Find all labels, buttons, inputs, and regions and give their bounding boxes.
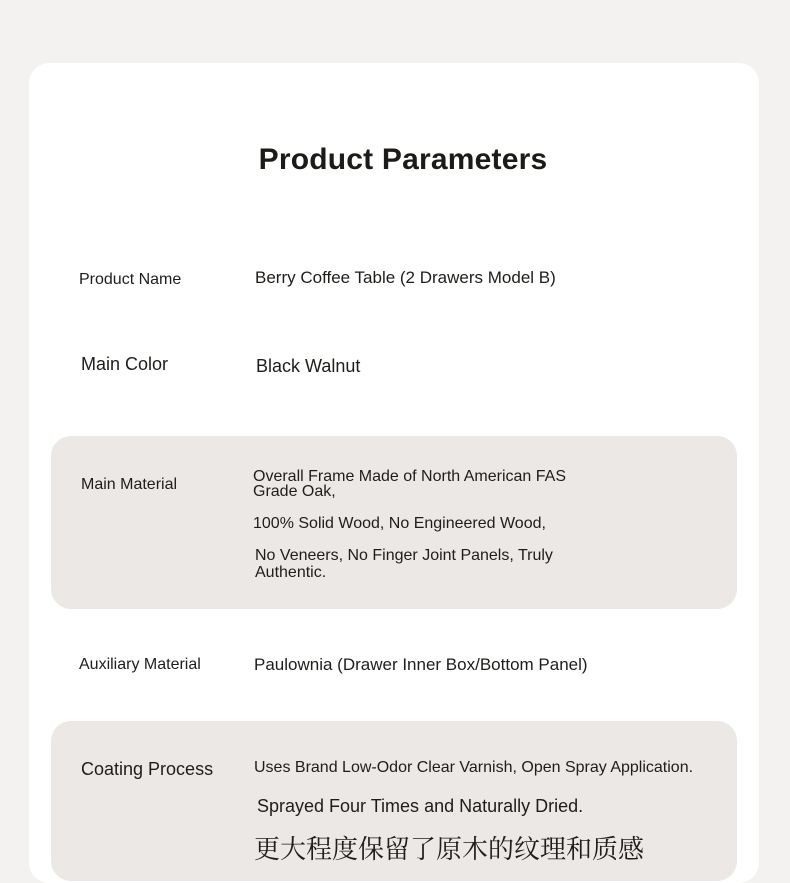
coating-process-line-3: 更大程度保留了原木的纹理和质感 bbox=[254, 834, 645, 864]
coating-process-line-2: Sprayed Four Times and Naturally Dried. bbox=[257, 796, 584, 816]
coating-process-line-1: Uses Brand Low-Odor Clear Varnish, Open Spray Application. bbox=[254, 759, 694, 776]
main-color-label: Main Color bbox=[81, 354, 169, 374]
main-material-line-3b: Authentic. bbox=[255, 564, 327, 581]
main-material-line-3a: No Veneers, No Finger Joint Panels, Truly bbox=[255, 547, 553, 564]
product-name-label: Product Name bbox=[79, 271, 182, 288]
coating-process-label: Coating Process bbox=[81, 759, 214, 779]
auxiliary-material-label: Auxiliary Material bbox=[79, 656, 201, 673]
main-material-line-1b: Grade Oak, bbox=[253, 483, 336, 500]
main-material-line-1a: Overall Frame Made of North American FAS bbox=[253, 468, 566, 485]
page-title: Product Parameters bbox=[258, 143, 548, 176]
main-material-line-2: 100% Solid Wood, No Engineered Wood, bbox=[253, 515, 546, 532]
main-color-value: Black Walnut bbox=[256, 356, 361, 376]
auxiliary-material-value: Paulownia (Drawer Inner Box/Bottom Panel) bbox=[254, 655, 588, 674]
product-name-value: Berry Coffee Table (2 Drawers Model B) bbox=[255, 268, 556, 287]
main-material-label: Main Material bbox=[81, 476, 178, 493]
